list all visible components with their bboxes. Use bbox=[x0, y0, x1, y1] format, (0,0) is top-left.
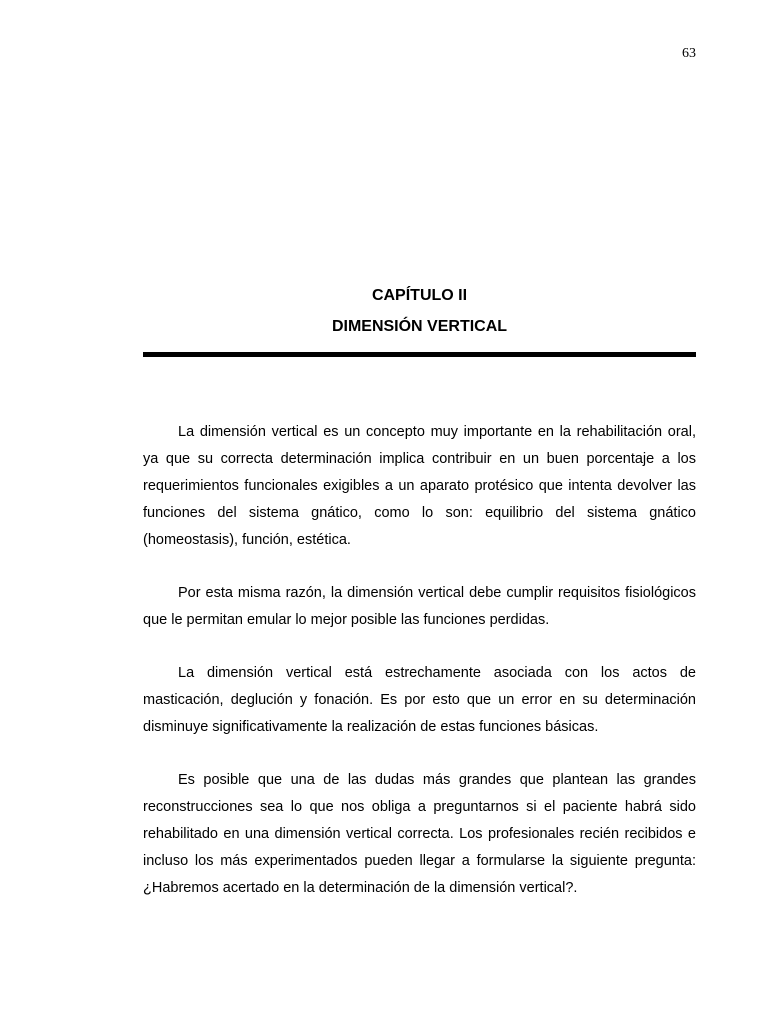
chapter-label: CAPÍTULO II bbox=[371, 287, 468, 304]
paragraph: La dimensión vertical está estrechamente asociada con los actos de masticación, deglución y fonación. Es por esto que un error en su determinación disminuye significativamente la realización de estas funciones básicas. bbox=[143, 665, 696, 735]
chapter-heading bbox=[143, 280, 696, 342]
body-text bbox=[143, 419, 696, 928]
paragraph: Es posible que una de las dudas más grandes que plantean las grandes reconstrucciones sea lo que nos obliga a preguntarnos si el paciente habrá sido rehabilitado en una dimensión vertical correcta. Los profesionales recién recibidos e incluso los más experimentados pueden llegar a formularse la siguiente pregunta: ¿Habremos acertado en la determinación de la dimensión vertical?. bbox=[143, 772, 696, 896]
paragraph: La dimensión vertical es un concepto muy importante en la rehabilitación oral, ya que su correcta determinación implica contribuir en un buen porcentaje a los requerimientos funcionales exigibles a un aparato protésico que intenta devolver las funciones del sistema gnático, como lo son: equilibrio del sistema gnático (homeostasis), función, estética. bbox=[143, 424, 696, 548]
page-number: 63 bbox=[682, 46, 696, 61]
heading-divider bbox=[143, 352, 696, 357]
chapter-title: DIMENSIÓN VERTICAL bbox=[331, 318, 508, 335]
paragraph: Por esta misma razón, la dimensión vertical debe cumplir requisitos fisiológicos que le permitan emular lo mejor posible las funciones perdidas. bbox=[143, 585, 696, 628]
